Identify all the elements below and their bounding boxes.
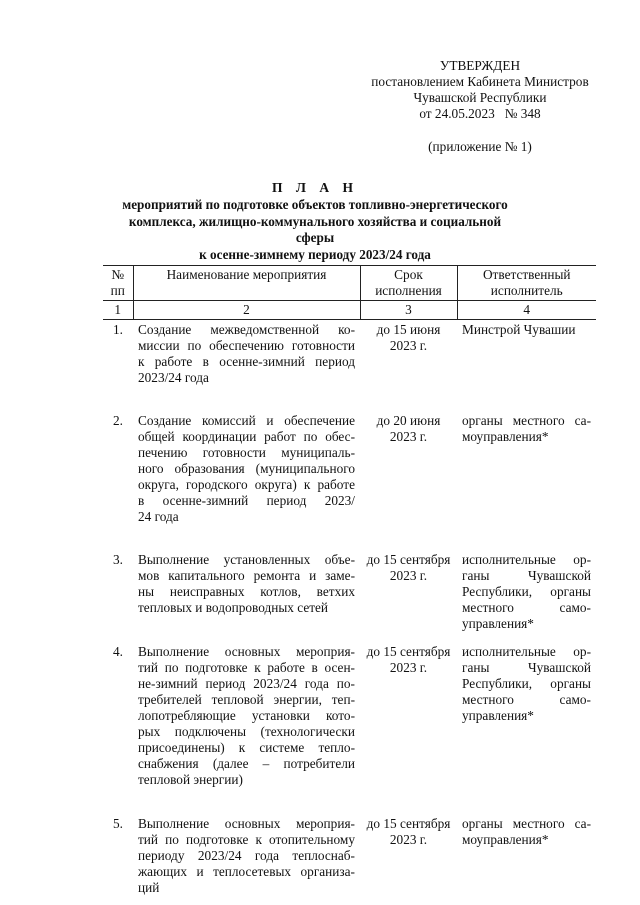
responsible-line: управления*: [462, 708, 534, 723]
activity-line: тепловой энергии): [138, 772, 243, 787]
deadline-line: до 15 сентября: [366, 816, 451, 831]
responsible-line: местного само-: [462, 692, 591, 707]
row-activity: [133, 814, 360, 896]
responsible-line: органы местного са-: [462, 413, 591, 428]
row-responsible: [457, 320, 596, 412]
activity-line: округа, городского округа) к работе: [138, 477, 355, 492]
row-activity: [133, 550, 360, 642]
responsible-line: ганы Чувашской: [462, 660, 591, 675]
activity-line: присоединены) к системе тепло-: [138, 740, 355, 755]
document-title: [110, 180, 520, 263]
column-number: 2: [133, 301, 360, 320]
header-deadline-line: Срок: [394, 267, 423, 282]
activity-line: Выполнение установленных объе-: [138, 552, 355, 567]
header-no-line: №: [111, 267, 125, 282]
column-number-row: [103, 301, 596, 320]
header-name: [133, 266, 360, 301]
activity-line: периоду 2023/24 года теплоснаб-: [138, 848, 355, 863]
row-deadline: [360, 642, 457, 814]
table-row: [103, 320, 596, 412]
row-number: 1.: [113, 322, 123, 337]
activity-line: общей координации работ по обес-: [138, 429, 355, 444]
table-row: [103, 550, 596, 642]
row-activity: [133, 411, 360, 550]
row-activity: [133, 642, 360, 814]
title-line: мероприятий по подготовке объектов топливно-энергетического: [122, 197, 508, 212]
appendix-note: (приложение № 1): [428, 139, 532, 154]
approval-line: УТВЕРЖДЕН: [439, 58, 521, 73]
deadline-line: до 15 сентября: [366, 644, 451, 659]
row-deadline: [360, 814, 457, 896]
table-row: [103, 411, 596, 550]
row-number: 4.: [113, 644, 123, 659]
activity-line: миссии по обеспечению готовности: [138, 338, 355, 353]
header-deadline-line: исполнения: [375, 283, 442, 298]
row-number: 2.: [113, 413, 123, 428]
deadline-line: до 15 сентября: [366, 552, 451, 567]
activity-line: ного образования (муниципального: [138, 461, 355, 476]
row-responsible: [457, 642, 596, 814]
activity-line: Создание межведомственной ко-: [138, 322, 355, 337]
responsible-line: Минстрой Чувашии: [462, 322, 576, 337]
responsible-line: управления*: [462, 616, 534, 631]
activity-line: жающих и теплосетевых организа-: [138, 864, 355, 879]
header-no-line: пп: [110, 283, 125, 298]
deadline-line: 2023 г.: [389, 832, 428, 847]
responsible-line: Республики, органы: [462, 676, 591, 691]
row-deadline: [360, 320, 457, 412]
plan-table: [103, 265, 596, 896]
activity-line: 24 года: [138, 509, 179, 524]
row-deadline: [360, 550, 457, 642]
table-row: [103, 642, 596, 814]
column-number: 1: [103, 301, 133, 320]
header-responsible-line: Ответственный: [482, 267, 571, 282]
deadline-line: до 20 июня: [376, 413, 441, 428]
activity-line: Выполнение основных мероприя-: [138, 644, 355, 659]
responsible-line: ганы Чувашской: [462, 568, 591, 583]
responsible-line: моуправления*: [462, 832, 549, 847]
approval-stamp: [360, 58, 600, 122]
responsible-line: органы местного са-: [462, 816, 591, 831]
responsible-line: Республики, органы: [462, 584, 591, 599]
table-header-row: [103, 266, 596, 301]
responsible-line: моуправления*: [462, 429, 549, 444]
activity-line: к работе в осенне-зимний период: [138, 354, 355, 369]
table-row: [103, 814, 596, 896]
responsible-line: местного само-: [462, 600, 591, 615]
header-deadline: [360, 266, 457, 301]
activity-line: требителей тепловой энергии, теп-: [138, 692, 355, 707]
row-responsible: [457, 411, 596, 550]
deadline-line: 2023 г.: [389, 568, 428, 583]
row-deadline: [360, 411, 457, 550]
title-line: к осенне-зимнему периоду 2023/24 года: [199, 246, 431, 262]
title-head: П Л А Н: [272, 180, 358, 195]
row-responsible: [457, 550, 596, 642]
activity-line: тий по подготовке к отопительному: [138, 832, 355, 847]
activity-line: мов капитального ремонта и заме-: [138, 568, 355, 583]
activity-line: тий по подготовке к работе в осен-: [138, 660, 355, 675]
activity-line: в осенне-зимний период 2023/: [138, 493, 355, 508]
row-responsible: [457, 814, 596, 896]
approval-line: постановлением Кабинета Министров: [371, 74, 589, 89]
header-responsible-line: исполнитель: [490, 283, 563, 298]
activity-line: ций: [138, 880, 160, 895]
deadline-line: 2023 г.: [389, 660, 428, 675]
header-responsible: [457, 266, 596, 301]
activity-line: тепловых и водопроводных сетей: [138, 600, 329, 615]
activity-line: лопотребляющие установки кото-: [138, 708, 355, 723]
activity-line: Выполнение основных мероприя-: [138, 816, 355, 831]
column-number: 4: [457, 301, 596, 320]
responsible-line: исполнительные ор-: [462, 644, 591, 659]
activity-line: печению готовности муниципаль-: [138, 445, 355, 460]
header-no: [103, 266, 133, 301]
activity-line: Создание комиссий и обеспечение: [138, 413, 355, 428]
deadline-line: 2023 г.: [389, 338, 428, 353]
row-number: 3.: [113, 552, 123, 567]
row-number: 5.: [113, 816, 123, 831]
approval-line: от 24.05.2023 № 348: [419, 106, 541, 121]
deadline-line: до 15 июня: [376, 322, 441, 337]
approval-line: Чувашской Республики: [413, 90, 547, 105]
activity-line: снабжения (далее – потребители: [138, 756, 355, 771]
header-name-line: Наименование мероприятия: [166, 267, 327, 282]
column-number: 3: [360, 301, 457, 320]
deadline-line: 2023 г.: [389, 429, 428, 444]
activity-line: 2023/24 года: [138, 370, 209, 385]
activity-line: рых подключены (технологически: [138, 724, 355, 739]
activity-line: не-зимний период 2023/24 года по-: [138, 676, 355, 691]
title-line: комплекса, жилищно-коммунального хозяйства и социальной сферы: [128, 213, 502, 245]
responsible-line: исполнительные ор-: [462, 552, 591, 567]
activity-line: ны неисправных котлов, ветхих: [138, 584, 355, 599]
row-activity: [133, 320, 360, 412]
